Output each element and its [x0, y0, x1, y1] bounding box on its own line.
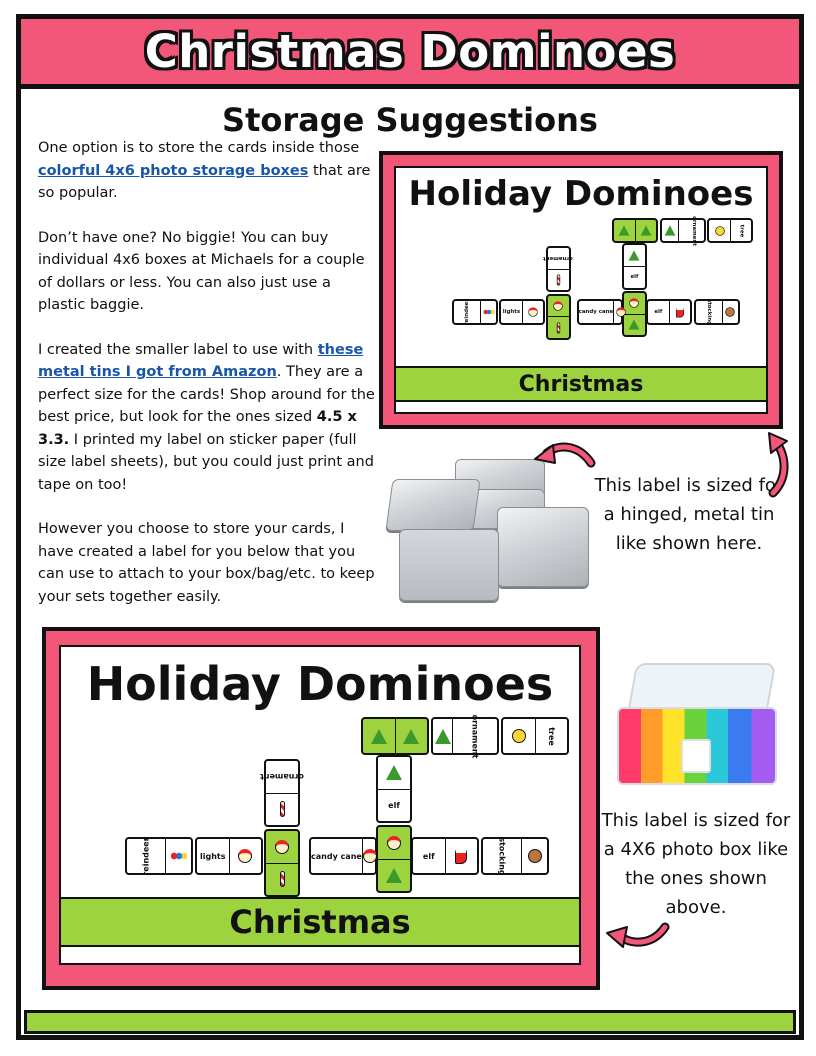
elf-icon [363, 849, 377, 863]
domino-tile [501, 717, 569, 755]
domino-half [624, 266, 644, 288]
domino-tile [481, 837, 549, 875]
christmas-tree-icon [386, 868, 402, 883]
domino-half [433, 719, 452, 753]
tin-open-lid [385, 479, 480, 531]
title-bar [21, 19, 799, 89]
domino-tile [612, 218, 658, 244]
metal-tins-link[interactable]: these metal tins I got from Amazon [38, 341, 364, 380]
domino-word: stocking [705, 299, 712, 326]
domino-half [480, 301, 497, 323]
domino-half [363, 719, 395, 753]
domino-tile [660, 215, 706, 246]
domino-tile [195, 837, 263, 875]
curved-arrow-icon [533, 437, 597, 471]
tin-stack-right [497, 507, 589, 587]
domino-tile [260, 759, 304, 827]
paragraph-3: I created the smaller label to use with these metal tins I got from Amazon. They are a perfect size for the cards! Shop around for the best price, but look for the ones sized 4.5 x 3.3. I printed my label on sticker paper (full size label sheets), but you could just print and tape on too! [38, 341, 375, 493]
photo-box-latch [681, 739, 711, 773]
small-label-card [379, 151, 783, 429]
domino-word: lights [200, 851, 226, 861]
domino-half [378, 859, 410, 892]
domino-word: reindeer [141, 836, 151, 876]
domino-half [548, 296, 568, 317]
domino-tile [622, 243, 646, 289]
paragraph-1: One option is to store the cards inside those colorful 4x6 photo storage boxes that are so popular. [38, 140, 371, 201]
tin-caption: This label is sized for a hinged, metal tin like shown here. [594, 475, 784, 554]
domino-half [454, 299, 480, 326]
domino-half [635, 220, 657, 242]
elf-icon [238, 849, 252, 863]
domino-half [522, 301, 544, 323]
domino-half [709, 220, 730, 242]
domino-half [548, 269, 568, 291]
paragraph-4: However you choose to store your cards, I have created a label for you below that you can use to attach to your box/bag/etc. to keep your sets together easily. [38, 521, 375, 605]
domino-half [483, 836, 521, 876]
christmas-tree-icon [386, 765, 402, 780]
christmas-tree-icon [629, 251, 640, 261]
domino-word: lights [502, 309, 521, 316]
domino-tile [125, 837, 193, 875]
domino-half [395, 719, 428, 753]
candy-cane-icon [557, 322, 560, 333]
candy-cane-icon [280, 871, 285, 887]
large-label-card [42, 627, 600, 990]
domino-tile [499, 299, 545, 325]
christmas-tree-icon [664, 225, 675, 235]
domino-half [413, 839, 445, 873]
body-text [38, 137, 378, 630]
curved-arrow-icon [605, 917, 671, 951]
domino-word: ornament [470, 714, 480, 758]
domino-half [678, 215, 709, 246]
lights-icon [171, 852, 187, 860]
domino-word: tree [546, 726, 556, 746]
box-caption: This label is sized for a 4X6 photo box like the ones shown above. [601, 810, 791, 918]
domino-half [579, 301, 614, 323]
stocking-icon [455, 849, 467, 864]
photo-storage-box-photo [611, 659, 783, 794]
domino-tile [264, 829, 300, 897]
christmas-tree-icon [403, 729, 419, 744]
domino-half [722, 301, 738, 323]
domino-tile [309, 837, 377, 875]
section-heading: Storage Suggestions [222, 101, 598, 139]
domino-half [521, 839, 547, 873]
domino-tile [543, 246, 574, 292]
domino-word: candy cane [578, 309, 614, 316]
domino-word: reindeer [463, 299, 470, 326]
domino-tile [452, 299, 498, 325]
elf-icon [616, 307, 626, 317]
domino-tile [694, 299, 740, 325]
domino-word: elf [422, 851, 435, 861]
small-label-inner [394, 166, 768, 414]
elf-icon [387, 836, 401, 850]
domino-half [378, 827, 410, 859]
large-label-inner [59, 645, 581, 965]
small-label-title: Holiday Dominoes [408, 174, 754, 214]
domino-tile [646, 299, 692, 325]
domino-half [197, 839, 229, 873]
large-label-band: Christmas [61, 897, 579, 947]
domino-tile [411, 837, 479, 875]
domino-half [543, 248, 574, 269]
domino-half [266, 831, 298, 863]
domino-half [445, 839, 478, 873]
domino-half [452, 714, 497, 758]
domino-word: elf [654, 309, 663, 316]
christmas-tree-icon [640, 225, 651, 235]
domino-word: ornament [690, 215, 697, 246]
domino-half [501, 301, 522, 323]
domino-half [362, 839, 377, 873]
domino-half [624, 245, 644, 266]
domino-half [613, 301, 628, 323]
stocking-icon [676, 307, 684, 317]
page-frame [16, 14, 804, 1040]
elf-icon [528, 307, 538, 317]
christmas-tree-icon [435, 729, 451, 744]
page-title: Christmas Dominoes [144, 25, 676, 78]
ornament-icon [715, 226, 725, 236]
elf-icon [275, 840, 289, 854]
metal-tins-photo [385, 459, 595, 614]
domino-half [696, 299, 722, 326]
domino-tile [376, 825, 412, 893]
domino-word: ornament [543, 255, 574, 262]
domino-half [614, 220, 635, 242]
domino-half [378, 789, 410, 822]
domino-tile [577, 299, 623, 325]
elf-icon [554, 301, 564, 311]
photo-boxes-link[interactable]: colorful 4x6 photo storage boxes [38, 162, 309, 179]
paragraph-2: Don’t have one? No biggie! You can buy individual 4x6 boxes at Michaels for a couple of dollars or less. You can also just use a plastic baggie. [38, 229, 365, 313]
domino-half [165, 839, 191, 873]
domino-word: tree [738, 224, 745, 237]
christmas-tree-icon [371, 729, 387, 744]
domino-tile [431, 714, 499, 758]
domino-half [503, 719, 535, 753]
domino-tile [546, 294, 570, 340]
elf-icon [630, 299, 640, 309]
candy-cane-icon [557, 275, 560, 286]
reindeer-icon [528, 849, 542, 863]
domino-word: elf [388, 800, 400, 810]
domino-tile [376, 755, 412, 823]
ornament-icon [512, 729, 526, 743]
domino-half [648, 301, 669, 323]
domino-half [260, 761, 304, 793]
domino-half [662, 220, 678, 242]
domino-half [266, 863, 298, 896]
domino-word: ornament [260, 772, 304, 782]
reindeer-icon [725, 307, 735, 317]
domino-half [266, 793, 298, 826]
curved-arrow-icon [763, 429, 793, 501]
large-label-title: Holiday Dominoes [86, 657, 554, 711]
small-label-band: Christmas [396, 366, 766, 402]
domino-half [730, 220, 752, 242]
domino-half [127, 836, 165, 876]
domino-tile [707, 218, 753, 244]
christmas-tree-icon [629, 320, 640, 330]
domino-word: candy cane [311, 851, 362, 861]
christmas-tree-icon [619, 225, 630, 235]
domino-half [378, 757, 410, 789]
small-domino-layout [396, 168, 770, 368]
domino-half [229, 839, 262, 873]
tin-open-base [399, 529, 499, 601]
domino-half [669, 301, 691, 323]
lights-icon [483, 309, 494, 314]
candy-cane-icon [280, 801, 285, 817]
domino-tile [361, 717, 429, 755]
domino-half [535, 719, 568, 753]
domino-word: elf [630, 274, 639, 281]
domino-word: stocking [497, 836, 507, 876]
large-domino-layout [61, 647, 583, 897]
domino-half [311, 839, 362, 873]
footer-bar [24, 1010, 796, 1034]
domino-half [548, 316, 568, 338]
